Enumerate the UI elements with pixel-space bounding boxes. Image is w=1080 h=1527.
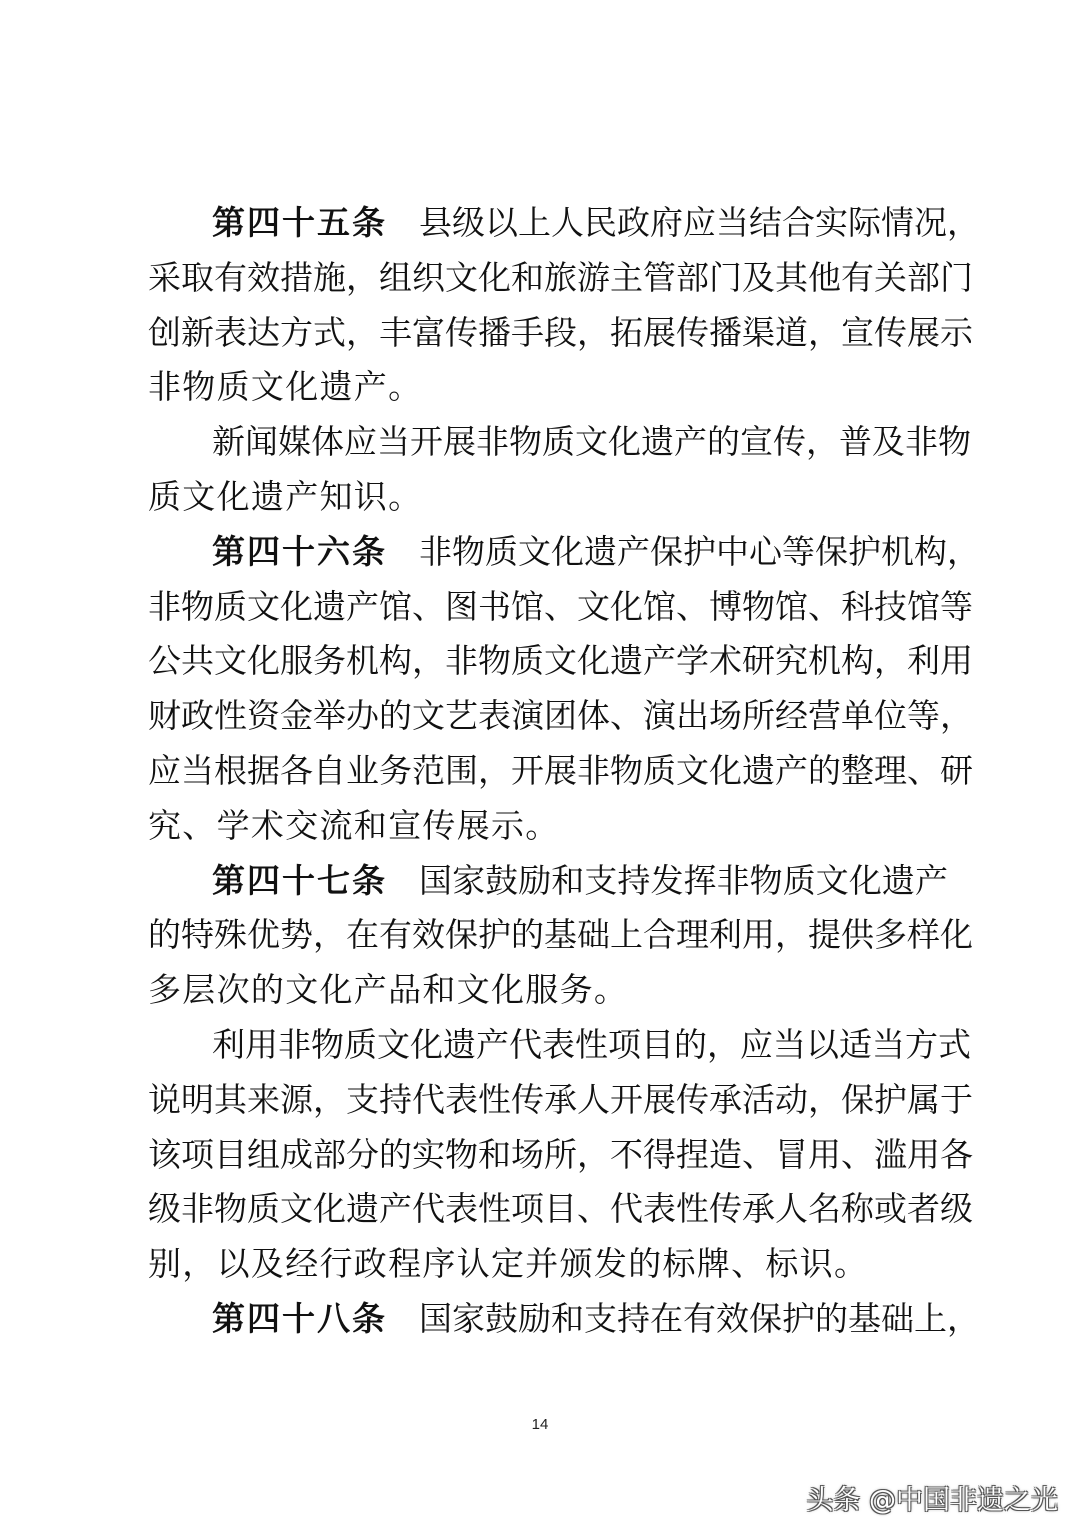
article-heading: 第四十六条 xyxy=(212,531,387,571)
text-line xyxy=(148,744,973,799)
line-text: 财政性资金举办的文艺表演团体、演出场所经营单位等， xyxy=(148,696,973,736)
line-text: 利用非物质文化遗产代表性项目的，应当以适当方式 xyxy=(212,1024,971,1064)
line-text: 该项目组成部分的实物和场所，不得捏造、冒用、滥用各 xyxy=(148,1134,973,1174)
text-line xyxy=(148,580,973,635)
line-text: 采取有效措施，组织文化和旅游主管部门及其他有关部门 xyxy=(148,257,973,297)
line-text: 县级以上人民政府应当结合实际情况， xyxy=(419,203,980,242)
text-line xyxy=(148,908,973,963)
line-text: 应当根据各自业务范围，开展非物质文化遗产的整理、研 xyxy=(148,750,973,790)
article-heading: 第四十八条 xyxy=(212,1298,387,1338)
line-text: 级非物质文化遗产代表性项目、代表性传承人名称或者级 xyxy=(148,1189,973,1229)
line-text: 国家鼓励和支持在有效保护的基础上， xyxy=(419,1298,980,1338)
line-text: 质文化遗产知识。 xyxy=(148,476,423,516)
text-line xyxy=(148,689,973,744)
line-text: 别，以及经行政程序认定并颁发的标牌、标识。 xyxy=(148,1244,869,1284)
text-line xyxy=(148,634,973,689)
article-heading: 第四十五条 xyxy=(212,203,387,242)
text-line xyxy=(148,1237,948,1292)
text-line xyxy=(148,963,948,1018)
line-text: 公共文化服务机构，非物质文化遗产学术研究机构，利用 xyxy=(148,641,973,681)
article-line xyxy=(148,196,980,251)
article-line xyxy=(148,854,948,909)
line-text: 国家鼓励和支持发挥非物质文化遗产 xyxy=(419,860,948,900)
article-line xyxy=(148,1292,980,1347)
line-text: 的特殊优势，在有效保护的基础上合理利用，提供多样化 xyxy=(148,915,973,955)
source-watermark: 头条 @中国非遗之光 xyxy=(806,1485,1058,1516)
text-line xyxy=(148,1073,973,1128)
text-line xyxy=(148,1182,973,1237)
text-line xyxy=(148,799,948,854)
text-line xyxy=(148,1128,973,1183)
line-text: 创新表达方式，丰富传播手段，拓展传播渠道，宣传展示 xyxy=(148,312,973,352)
line-text: 新闻媒体应当开展非物质文化遗产的宣传，普及非物 xyxy=(212,422,971,462)
text-line xyxy=(148,360,948,415)
line-text: 非物质文化遗产保护中心等保护机构， xyxy=(419,531,980,571)
page-number: 14 xyxy=(531,1416,549,1433)
document-body xyxy=(148,196,980,1347)
text-line xyxy=(148,1018,971,1073)
text-line xyxy=(148,251,973,306)
article-line xyxy=(148,525,980,580)
line-text: 非物质文化遗产馆、图书馆、文化馆、博物馆、科技馆等 xyxy=(148,586,973,626)
text-line xyxy=(148,470,948,525)
line-text: 说明其来源，支持代表性传承人开展传承活动，保护属于 xyxy=(148,1079,973,1119)
text-line xyxy=(148,415,971,470)
article-heading: 第四十七条 xyxy=(212,860,387,900)
text-line xyxy=(148,306,973,361)
line-text: 非物质文化遗产。 xyxy=(148,367,423,407)
line-text: 多层次的文化产品和文化服务。 xyxy=(148,970,629,1010)
line-text: 究、学术交流和宣传展示。 xyxy=(148,805,560,845)
